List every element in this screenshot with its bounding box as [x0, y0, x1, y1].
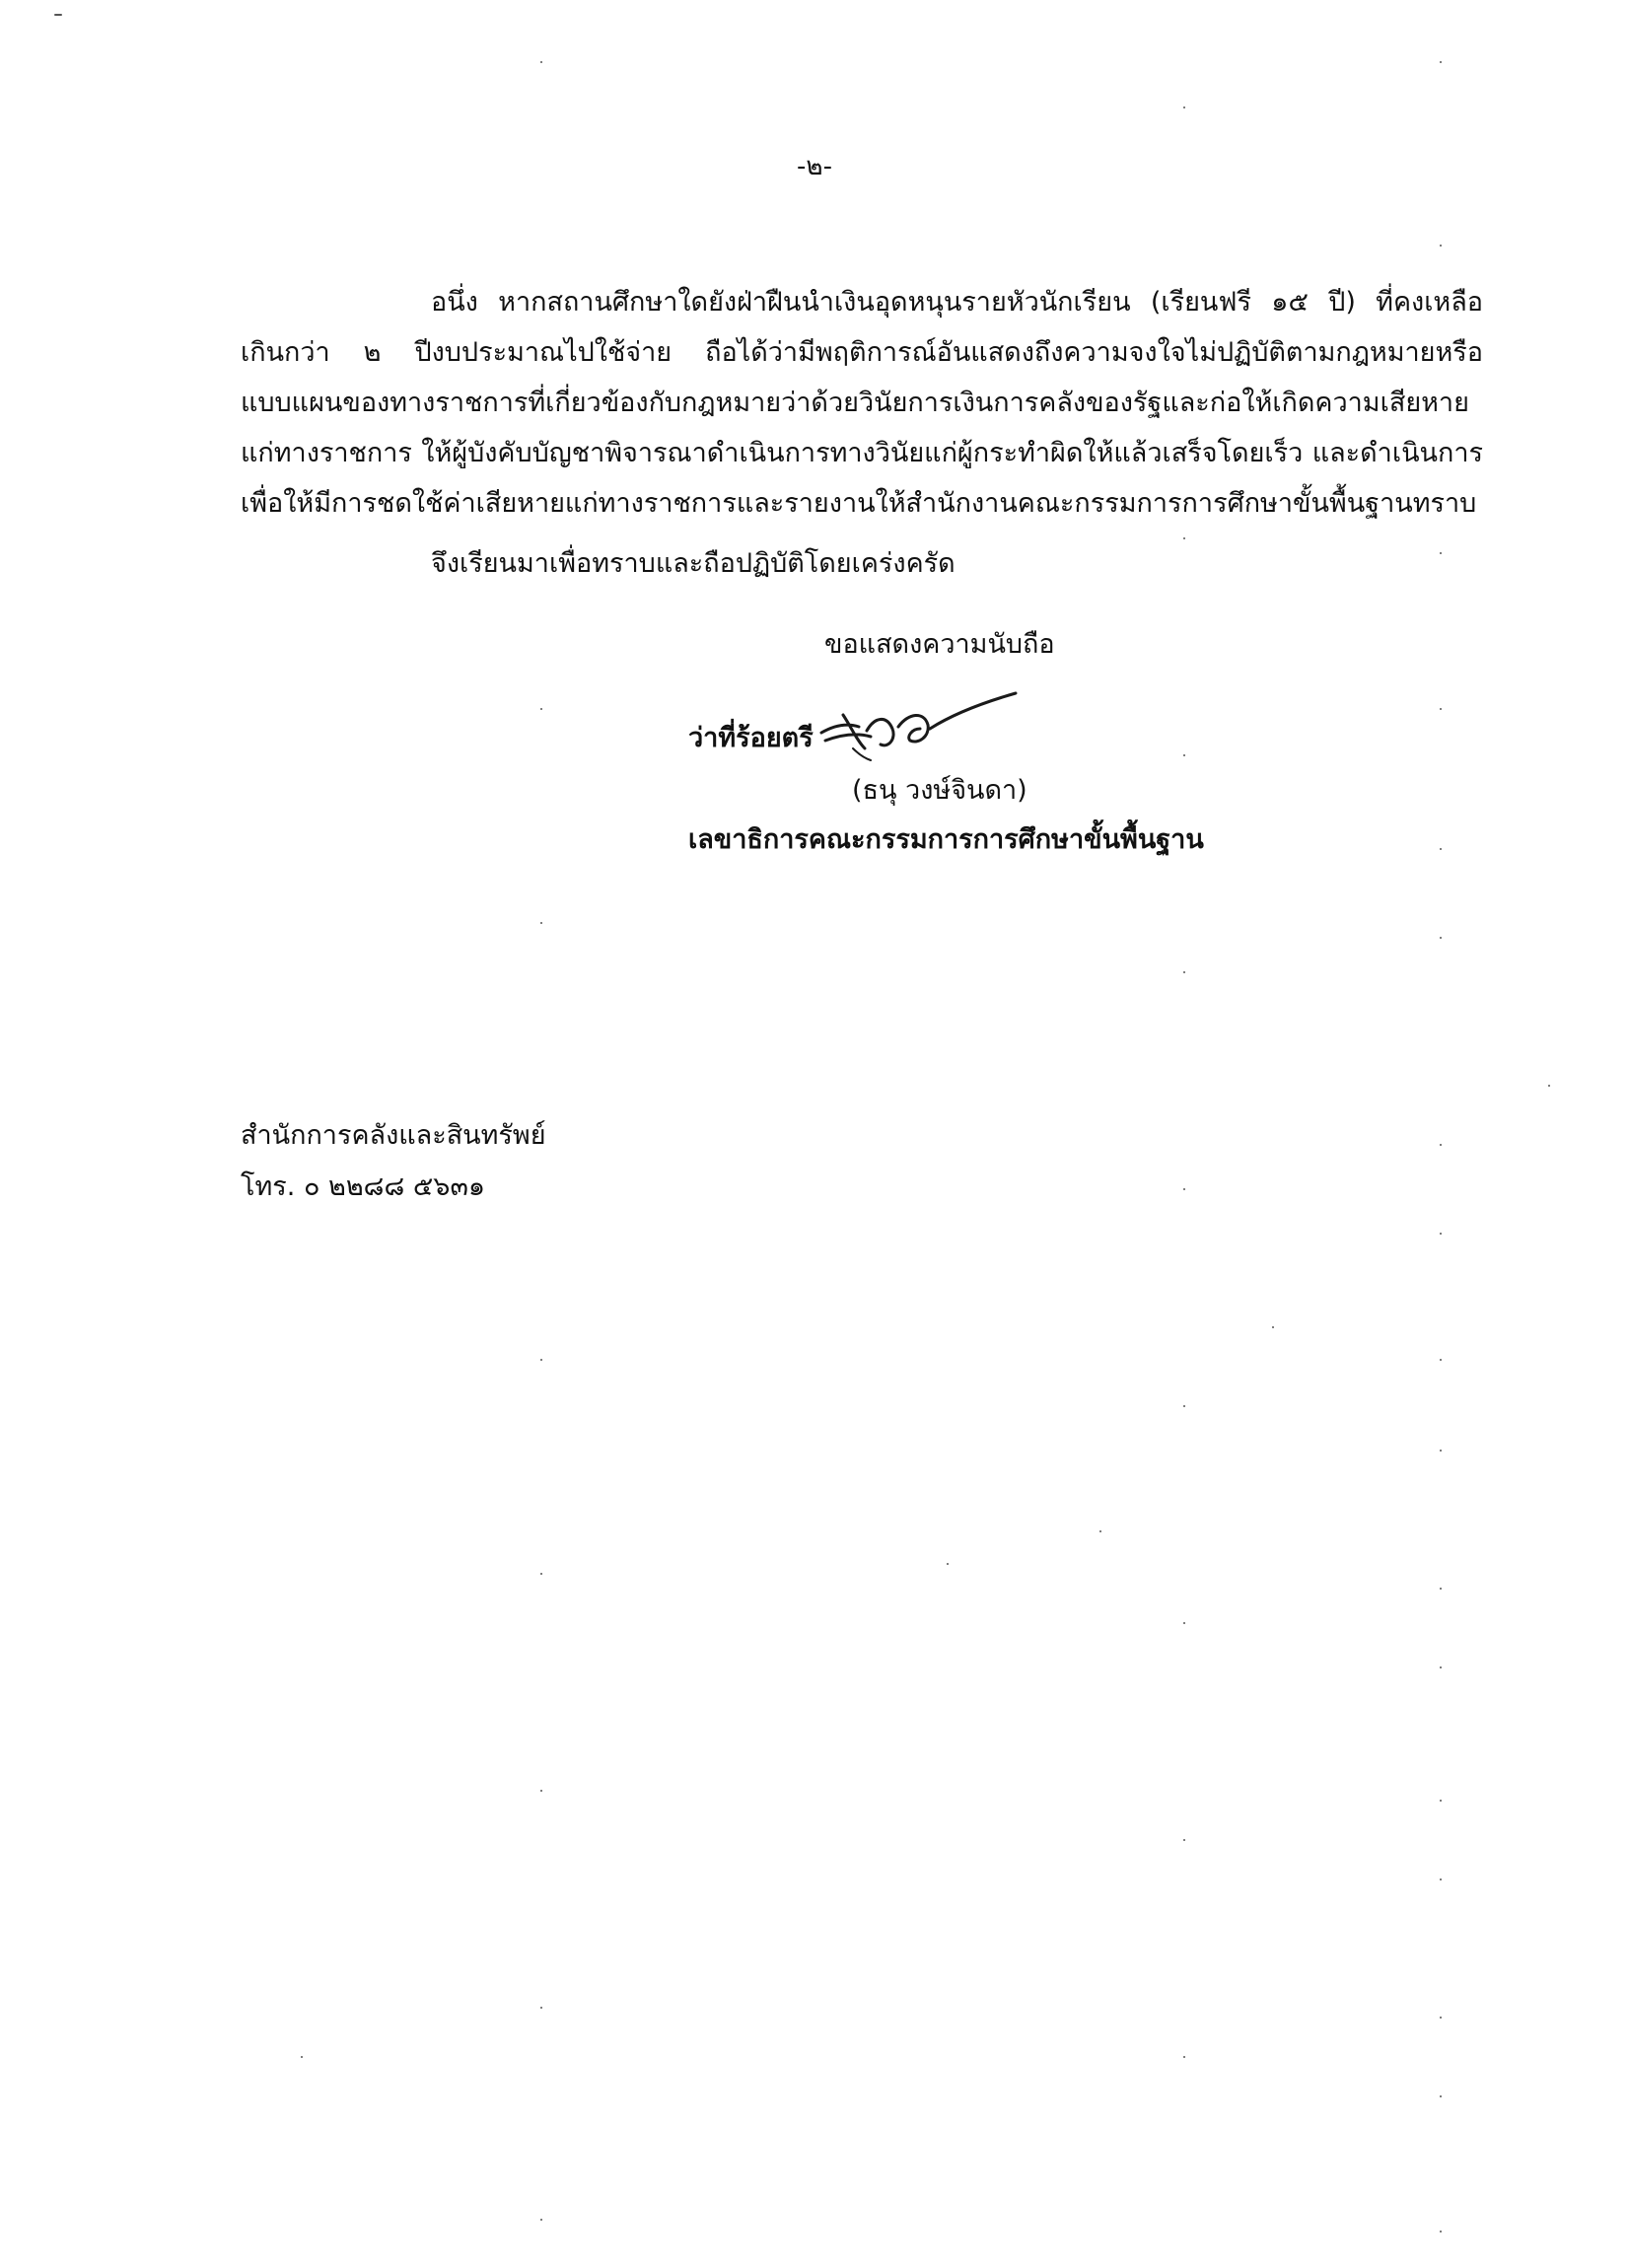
scan-speck: [1183, 1622, 1185, 1624]
signer-rank: ว่าที่ร้อยตรี: [688, 723, 814, 753]
body-line-5: เพื่อให้มีการชดใช้ค่าเสียหายแก่ทางราชการและรายงานให้สำนักงานคณะกรรมการการศึกษาขั้นพื้นฐานทราบ: [241, 488, 1477, 519]
body-line-4: แก่ทางราชการ ให้ผู้บังคับบัญชาพิจารณาดำเนินการทางวินัยแก่ผู้กระทำผิดให้แล้วเสร็จโดยเร็ว และดำเนินการ: [241, 438, 1483, 468]
scan-speck: [1183, 1839, 1185, 1841]
scan-speck: [1440, 552, 1442, 554]
scan-speck: [1440, 1800, 1442, 1802]
closing-salutation: ขอแสดงความนับถือ: [824, 629, 1055, 660]
scan-speck: [1099, 1530, 1101, 1532]
handwritten-signature: [814, 675, 1050, 764]
body-line-3: แบบแผนของทางราชการที่เกี่ยวข้องกับกฎหมายว่าด้วยวินัยการเงินการคลังของรัฐและก่อให้เกิดความเสียหาย: [241, 388, 1469, 418]
scan-speck: [1440, 1359, 1442, 1361]
scan-speck: [1440, 1878, 1442, 1880]
scan-speck: [1183, 1188, 1185, 1190]
scan-speck: [540, 61, 542, 63]
scan-speck: [1440, 937, 1442, 939]
scan-speck: [1440, 708, 1442, 710]
scan-speck: [1183, 2056, 1185, 2058]
body-line-2: เกินกว่า ๒ ปีงบประมาณไปใช้จ่าย ถือได้ว่ามีพฤติการณ์อันแสดงถึงความจงใจไม่ปฏิบัติตามกฎหมายหรือ: [241, 337, 1483, 368]
scan-speck: [1272, 1326, 1274, 1328]
scan-speck: [540, 922, 542, 924]
scan-speck: [1440, 2017, 1442, 2019]
scan-speck: [301, 2056, 303, 2058]
scan-speck: [54, 14, 62, 16]
scan-speck: [1548, 1085, 1550, 1087]
page-number: -๒-: [797, 152, 832, 181]
scan-speck: [1440, 1233, 1442, 1235]
scan-speck: [1183, 754, 1185, 756]
scan-speck: [1183, 971, 1185, 973]
office-phone: โทร. ๐ ๒๒๘๘ ๕๖๓๑: [241, 1171, 486, 1202]
scan-speck: [1440, 848, 1442, 850]
closing-text: จึงเรียนมาเพื่อทราบและถือปฏิบัติโดยเคร่งครัด: [431, 548, 956, 579]
scan-speck: [1440, 1144, 1442, 1146]
scan-speck: [540, 708, 542, 710]
scan-speck: [1440, 2231, 1442, 2233]
signer-position: เลขาธิการคณะกรรมการการศึกษาขั้นพื้นฐาน: [688, 824, 1204, 855]
scan-speck: [1440, 1666, 1442, 1668]
scan-speck: [540, 2219, 542, 2221]
scan-speck: [1183, 106, 1185, 108]
scan-speck: [1183, 537, 1185, 539]
scan-speck: [540, 1790, 542, 1792]
scan-speck: [1440, 1588, 1442, 1590]
scan-speck: [1440, 61, 1442, 63]
scan-speck: [1440, 1450, 1442, 1452]
scan-speck: [1440, 2095, 1442, 2097]
scan-speck: [540, 1359, 542, 1361]
office-name: สำนักการคลังและสินทรัพย์: [241, 1120, 546, 1151]
scan-speck: [540, 1573, 542, 1575]
scan-speck: [540, 2007, 542, 2009]
body-line-1: อนึ่ง หากสถานศึกษาใดยังฝ่าฝืนนำเงินอุดหนุนรายหัวนักเรียน (เรียนฟรี ๑๕ ปี) ที่คงเหลือ: [431, 287, 1483, 318]
scan-speck: [947, 1563, 949, 1565]
signer-name: (ธนุ วงษ์จินดา): [852, 775, 1027, 806]
scan-speck: [1183, 1405, 1185, 1407]
scan-speck: [1440, 245, 1442, 247]
